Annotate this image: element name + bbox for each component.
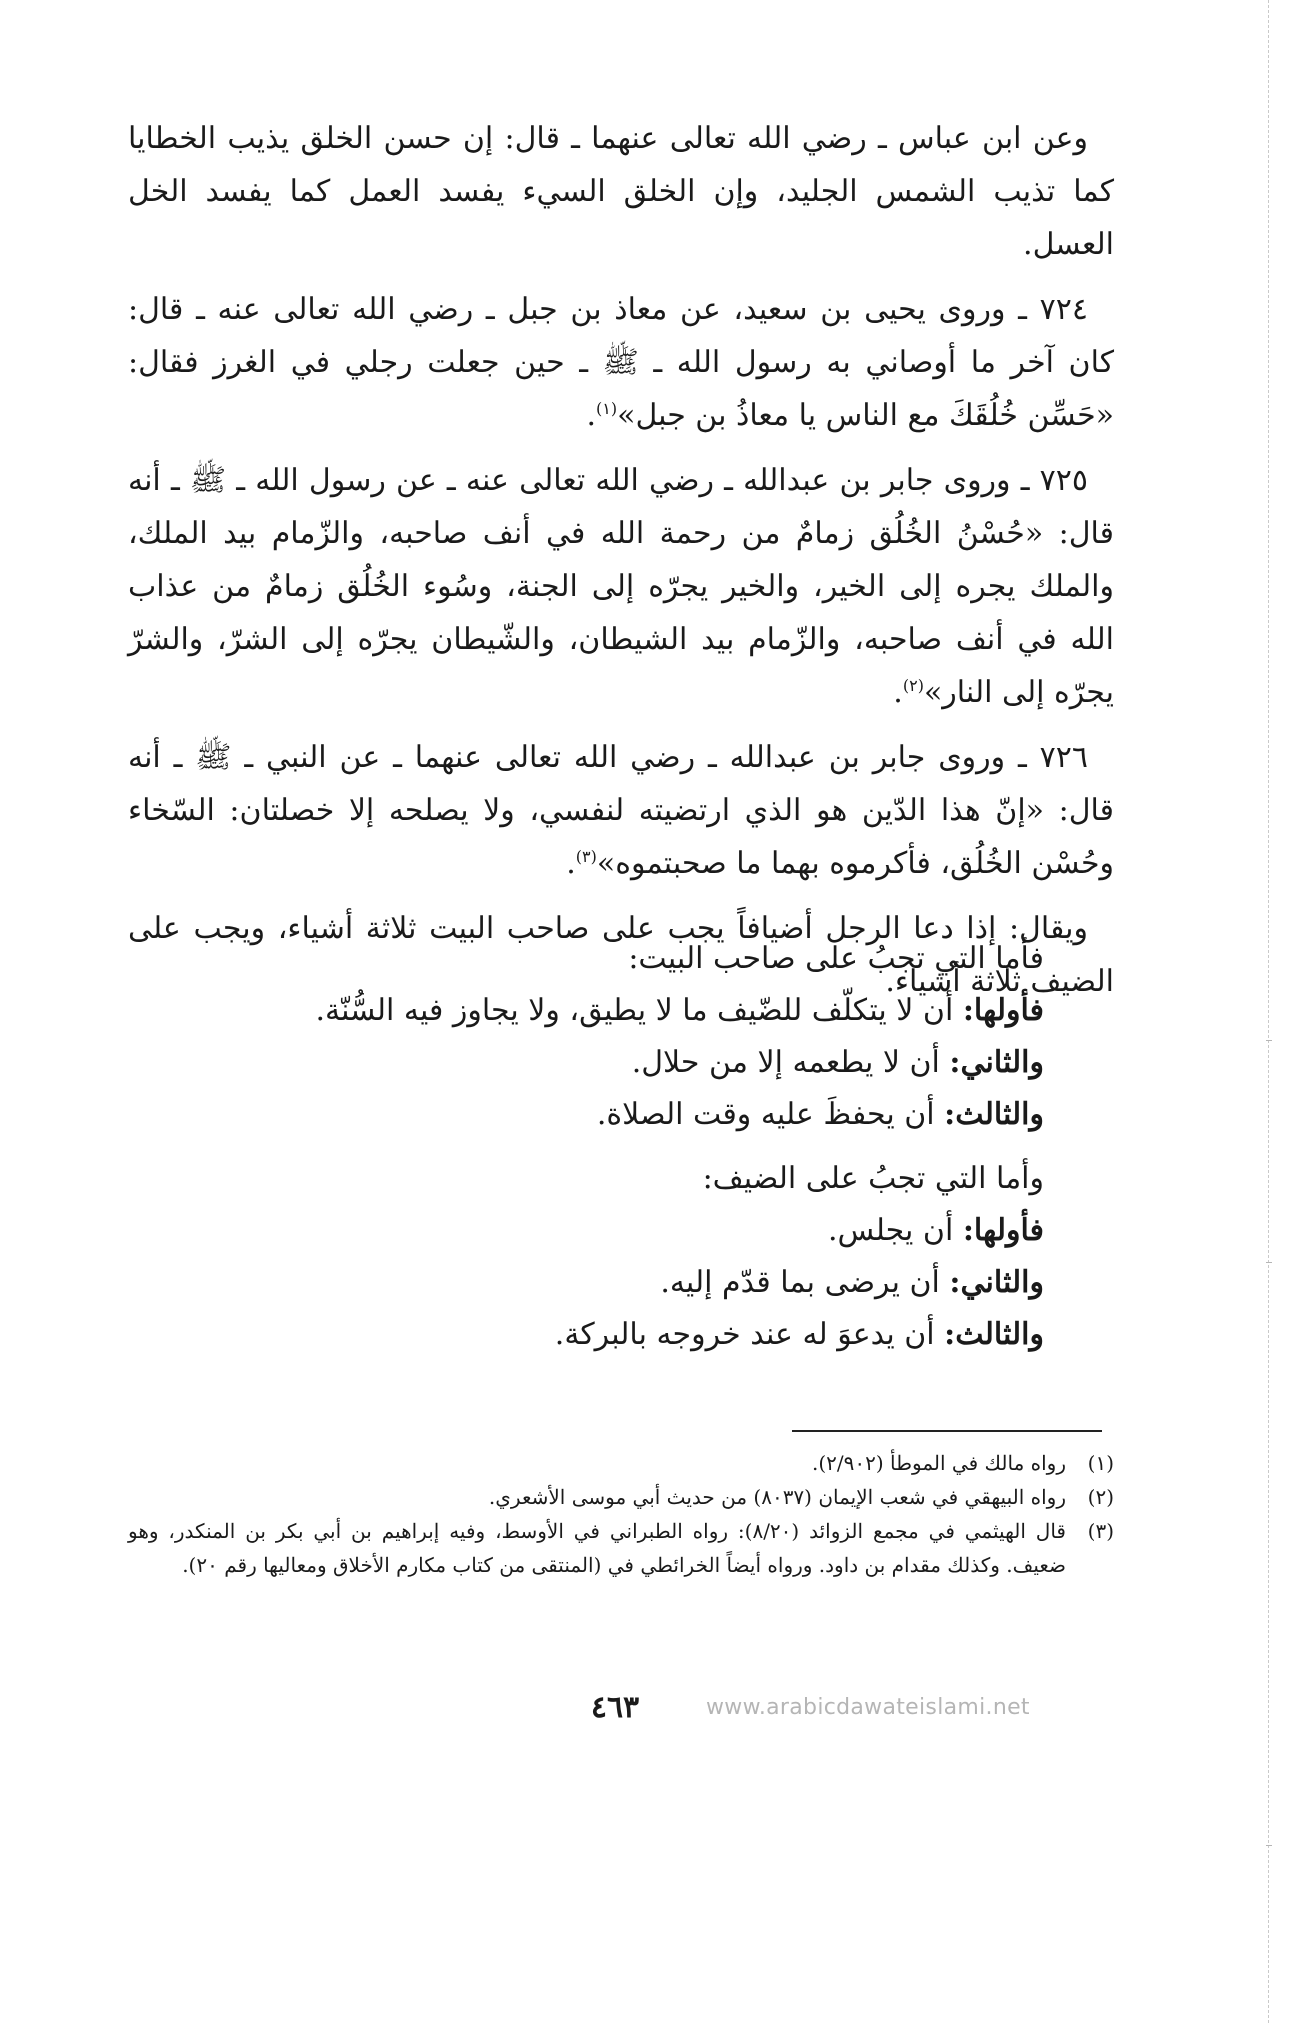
duty-text: أن لا يتكلّف للضّيف ما لا يطيق، ولا يجاوز فيه السُّنّة.	[315, 993, 954, 1028]
footnote-2	[128, 1480, 1114, 1514]
guest-duties-heading: وأما التي تجبُ على الضيف:	[702, 1161, 1044, 1196]
watermark-url: www.arabicdawateislami.net	[706, 1695, 1030, 1720]
footnote-text: رواه مالك في الموطأ (٢/٩٠٢).	[811, 1451, 1066, 1475]
footnote-text: رواه البيهقي في شعب الإيمان (٨٠٣٧) من حديث أبي موسى الأشعري.	[488, 1485, 1066, 1509]
duty-label: والثاني:	[949, 1045, 1044, 1080]
guest-duty-2	[300, 1257, 1044, 1309]
host-duty-2	[300, 1037, 1044, 1089]
footnote-ref[interactable]: (١)	[596, 399, 618, 418]
footnote-text: قال الهيثمي في مجمع الزوائد (٨/٢٠): رواه الطبراني في الأوسط، وفيه إبراهيم بن أبي بكر بن المنكدر، وهو ضعيف. وكذلك مقدام بن داود. ورواه أيضاً الخرائطي في (المنتقى من كتاب مكارم الأخلاق ومعاليها رقم ٢٠).	[128, 1519, 1066, 1577]
guest-duty-1	[300, 1205, 1044, 1257]
page-edge-tick	[1266, 1040, 1272, 1041]
footnote-1	[128, 1446, 1114, 1480]
page-number: ٤٦٣	[590, 1690, 640, 1725]
duty-text: أن يدعوَ له عند خروجه بالبركة.	[554, 1317, 935, 1352]
duty-label: فأولها:	[962, 1213, 1044, 1248]
page-edge-tick	[1266, 1262, 1272, 1263]
page-edge-tick	[1266, 1845, 1272, 1846]
duty-label: والثاني:	[949, 1265, 1044, 1300]
page-edge-line	[1268, 0, 1269, 2023]
footnote-3	[128, 1514, 1114, 1582]
paragraph-text: ٧٢٤ ـ وروى يحيى بن سعيد، عن معاذ بن جبل ـ رضي الله تعالى عنه ـ قال: كان آخر ما أوصاني به رسول الله ـ ﷺ ـ حين جعلت رجلي في الغرز فقال: «حَسِّن خُلُقَكَ مع الناس يا معاذُ بن جبل»	[128, 292, 1114, 433]
duty-label: فأولها:	[962, 993, 1044, 1028]
host-duties-heading: فأما التي تجبُ على صاحب البيت:	[628, 941, 1044, 976]
paragraph-ibn-abbas	[128, 112, 1114, 271]
duty-text: أن يرضى بما قدّم إليه.	[660, 1265, 940, 1300]
paragraph-text: وعن ابن عباس ـ رضي الله تعالى عنهما ـ قال: إن حسن الخلق يذيب الخطايا كما تذيب الشمس الجليد، وإن الخلق السيء يفسد العمل كما يفسد الخل العسل.	[128, 121, 1114, 262]
paragraph-text: ٧٢٥ ـ وروى جابر بن عبدالله ـ رضي الله تعالى عنه ـ عن رسول الله ـ ﷺ ـ أنه قال: «حُسْنُ الخُلُق زمامٌ من رحمة الله في أنف صاحبه، والزّمام بيد الملك، والملك يجره إلى الخير، والخير يجرّه إلى الجنة، وسُوء الخُلُق زمامٌ من عذاب الله في أنف صاحبه، والزّمام بيد الشيطان، والشّيطان يجرّه إلى الشرّ، والشرّ يجرّه إلى النار»	[128, 463, 1114, 710]
main-text	[128, 112, 1114, 1020]
duty-text: أن يجلس.	[827, 1213, 954, 1248]
guest-duty-3	[300, 1309, 1044, 1361]
host-duty-3	[300, 1089, 1044, 1141]
duties-list	[300, 933, 1044, 1361]
footnote-number: (٢)	[1087, 1485, 1114, 1509]
period: .	[893, 675, 903, 710]
footnote-ref[interactable]: (٢)	[902, 676, 924, 695]
duty-text: أن لا يطعمه إلا من حلال.	[631, 1045, 940, 1080]
paragraph-724	[128, 283, 1114, 442]
duty-label: والثالث:	[944, 1097, 1044, 1132]
footnote-ref[interactable]: (٣)	[575, 847, 597, 866]
duty-text: أن يحفظَ عليه وقت الصلاة.	[596, 1097, 935, 1132]
footnote-number: (١)	[1087, 1451, 1114, 1475]
paragraph-726	[128, 731, 1114, 890]
host-duty-1	[300, 985, 1044, 1037]
period: .	[566, 846, 576, 881]
footnotes	[128, 1446, 1114, 1582]
footnote-separator	[792, 1430, 1102, 1432]
paragraph-text: ويقال: إذا دعا الرجل أضيافاً يجب على صاحب البيت ثلاثة أشياء، ويجب على الضيف ثلاثة أشياء.	[128, 911, 1114, 999]
paragraph-725	[128, 454, 1114, 719]
paragraph-text: ٧٢٦ ـ وروى جابر بن عبدالله ـ رضي الله تعالى عنهما ـ عن النبي ـ ﷺ ـ أنه قال: «إنّ هذا الدّين هو الذي ارتضيته لنفسي، ولا يصلحه إلا خصلتان: السّخاء وحُسْن الخُلُق، فأكرموه بهما ما صحبتموه»	[128, 740, 1114, 881]
period: .	[586, 398, 596, 433]
duty-label: والثالث:	[944, 1317, 1044, 1352]
footnote-number: (٣)	[1087, 1519, 1114, 1543]
